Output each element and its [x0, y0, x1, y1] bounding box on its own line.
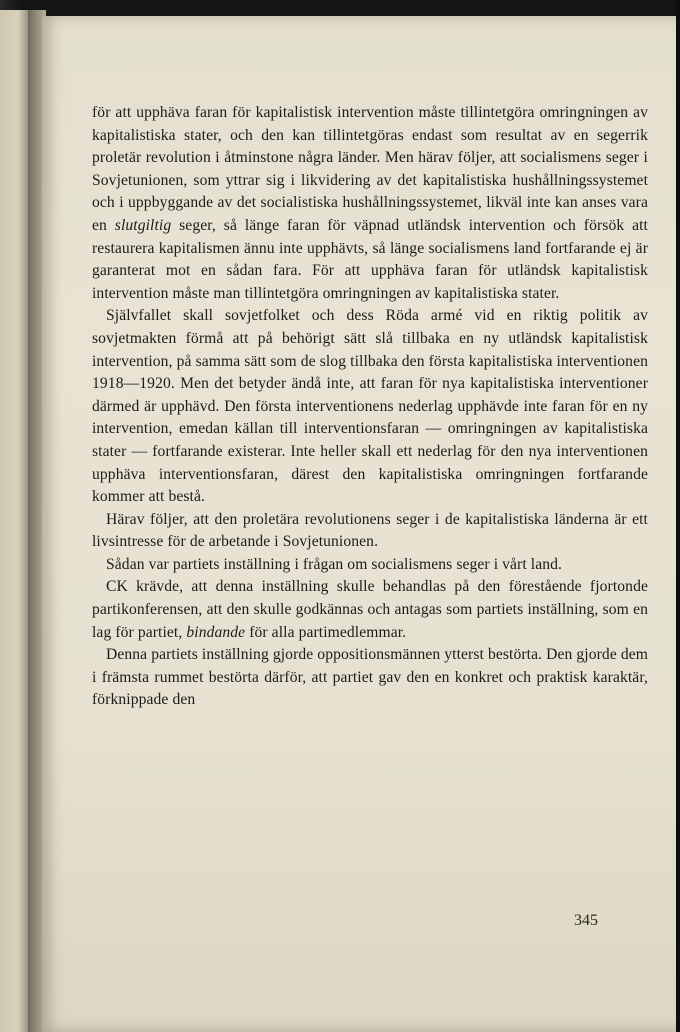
paragraph-4-text: Sådan var partiets inställning i frågan om socialismens seger i vårt land.	[106, 555, 563, 573]
paragraph-5-italic-bindande: bindande	[186, 623, 246, 641]
paragraph-4	[92, 554, 648, 577]
paragraph-5-text-a: CK krävde, att denna inställning skulle behandlas på den förestående fjortonde partikonferensen, att den skulle godkännas och antagas som partiets inställning, som en lag för partiet,	[92, 578, 648, 641]
body-text	[92, 102, 648, 712]
paragraph-1-text-a: för att upphäva faran för kapitalistisk intervention måste tillintetgöra omringningen av kapitalistiska stater, och den kan tillintetgöras endast som resultat av en segerrik proletär revolution i åtminstone några länder. Men härav följer, att socialismens seger i Sovjetunionen, som yttrar sig i likvidering av det kapitalistiska hushållningssystemet och i uppbyggande av det socialistiska hushållningssystemet, likväl inte kan anses vara en	[92, 104, 648, 234]
paragraph-5-text-b: för alla partimedlemmar.	[245, 623, 407, 641]
paragraph-2-text: Självfallet skall sovjetfolket och dess Röda armé vid en riktig politik av sovjetmakten förmå att på behörigt sätt slå tillbaka en ny utländsk kapitalistisk intervention, på samma sätt som de slog tillbaka den första kapitalistiska interventionen 1918—1920. Men det betyder ändå inte, att faran för nya kapitalistiska interventioner därmed är upphävd. Den första interventionens nederlag upphävde inte faran för en ny intervention, emedan källan till interventionsfaran — omringningen av kapitalistiska stater — fortfarande existerar. Inte heller skall ett nederlag för den nya interventionen upphäva interventionsfaran, därest den kapitalistiska omringningen fortfarande kommer att bestå.	[92, 307, 648, 506]
left-page-edge	[0, 10, 30, 1032]
paragraph-1-text-b: seger, så länge faran för väpnad utländsk intervention och försök att restaurera kapitalismen ännu inte upphävts, så länge socialismens land fortfarande ej är garanterat mot en sådan fara. För att upphäva faran för utländsk kapitalistisk intervention måste man tillintetgöra omringningen av kapitalistiska stater.	[92, 216, 648, 302]
paragraph-1-italic-slutgiltig: slutgiltig	[114, 216, 172, 234]
page-number: 345	[574, 912, 598, 929]
paragraph-5	[92, 576, 648, 644]
paragraph-6	[92, 644, 648, 712]
right-background-edge	[676, 0, 680, 1032]
paragraph-3-text: Härav följer, att den proletära revolutionens seger i de kapitalistiska länderna är ett livsintresse för de arbetande i Sovjetunionen.	[92, 510, 648, 551]
paragraph-2	[92, 305, 648, 508]
paragraph-6-text: Denna partiets inställning gjorde oppositionsmännen ytterst bestörta. Den gjorde dem i främsta rummet bestörta därför, att partiet gav den en konkret och praktisk karaktär, förknippade den	[92, 646, 648, 709]
paragraph-3	[92, 509, 648, 554]
paragraph-1	[92, 102, 648, 305]
right-page	[42, 16, 680, 1032]
